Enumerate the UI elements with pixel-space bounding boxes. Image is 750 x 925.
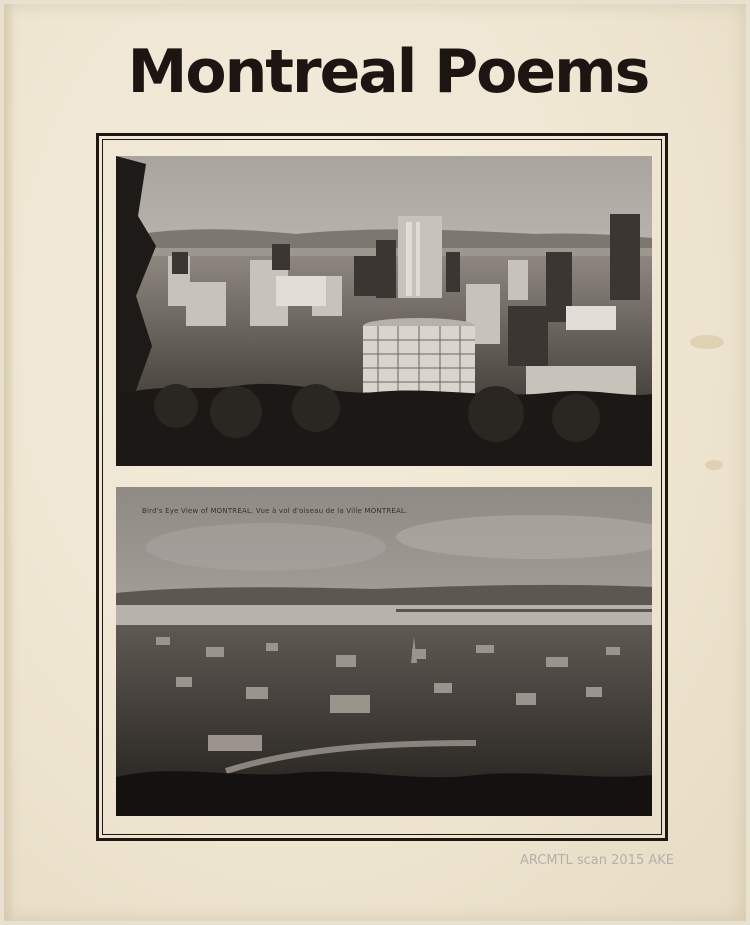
postcard-caption: Bird's Eye View of MONTREAL. Vue à vol d'oiseau de la Ville MONTREAL. (142, 507, 408, 515)
postcard-photo (116, 487, 652, 816)
skyline-photo (116, 156, 652, 466)
age-stain (690, 335, 724, 349)
scan-watermark: ARCMTL scan 2015 AKE (520, 853, 674, 868)
spine-wear (4, 4, 14, 921)
aerial-illustration (116, 487, 652, 816)
cover-title: Montreal Poems (127, 37, 649, 107)
age-stain (705, 460, 723, 470)
skyline-illustration (116, 156, 652, 466)
